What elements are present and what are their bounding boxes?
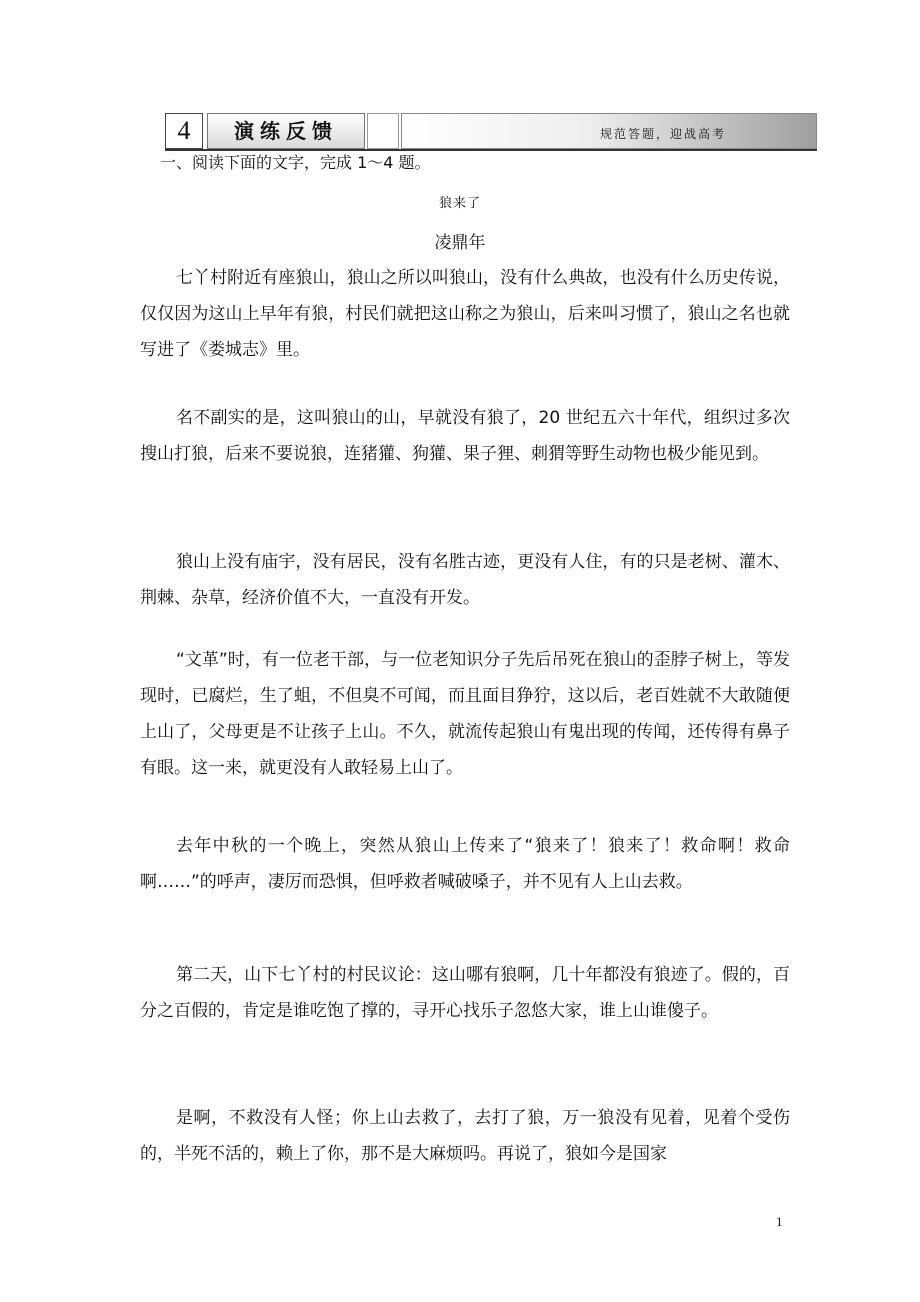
story-title: 狼来了 — [438, 196, 481, 211]
section-banner — [165, 113, 817, 149]
story-paragraph: 第二天，山下七丫村的村民议论：这山哪有狼啊，几十年都没有狼迹了。假的，百分之百假的，肯定是谁吃饱了撑的，寻开心找乐子忽悠大家，谁上山谁傻子。 — [140, 965, 790, 1021]
banner-slogan: 规范答题，迎战高考 — [599, 127, 726, 141]
banner-spacer — [367, 113, 399, 149]
story-paragraph: “文革”时，有一位老干部，与一位老知识分子先后吊死在狼山的歪脖子树上，等发现时，已腐烂，生了蛆，不但臭不可闻，而且面目狰狞，这以后，老百姓就不大敢随便上山了，父母更是不让孩子上山。不久，就流传起狼山有鬼出现的传闻，还传得有鼻子有眼。这一来，就更没有人敢轻易上山了。 — [140, 650, 790, 778]
story-author: 凌鼎年 — [434, 233, 486, 253]
page-number: 1 — [776, 1214, 783, 1229]
story-paragraph: 是啊，不救没有人怪；你上山去救了，去打了狼，万一狼没有见着，见着个受伤的，半死不活的，赖上了你，那不是大麻烦吗。再说了，狼如今是国家 — [140, 1108, 790, 1164]
story-paragraph: 名不副实的是，这叫狼山的山，早就没有狼了，20 世纪五六十年代，组织过多次搜山打狼，后来不要说狼，连猪獾、狗獾、果子狸、刺猬等野生动物也极少能见到。 — [140, 408, 790, 464]
section-title: 演练反馈 — [207, 113, 365, 149]
question-instruction: 一、阅读下面的文字，完成 1～4 题。 — [160, 153, 431, 172]
story-paragraph: 狼山上没有庙宇，没有居民，没有名胜古迹，更没有人住，有的只是老树、灌木、荆棘、杂草，经济价值不大，一直没有开发。 — [140, 552, 790, 608]
banner-slogan-box — [401, 113, 817, 149]
section-number: 4 — [165, 113, 203, 149]
story-paragraph: 去年中秋的一个晚上，突然从狼山上传来了“狼来了！狼来了！救命啊！救命啊……”的呼声，凄厉而恐惧，但呼救者喊破嗓子，并不见有人上山去救。 — [140, 836, 790, 892]
story-paragraph: 七丫村附近有座狼山，狼山之所以叫狼山，没有什么典故，也没有什么历史传说，仅仅因为这山上早年有狼，村民们就把这山称之为狼山，后来叫习惯了，狼山之名也就写进了《娄城志》里。 — [140, 268, 790, 360]
